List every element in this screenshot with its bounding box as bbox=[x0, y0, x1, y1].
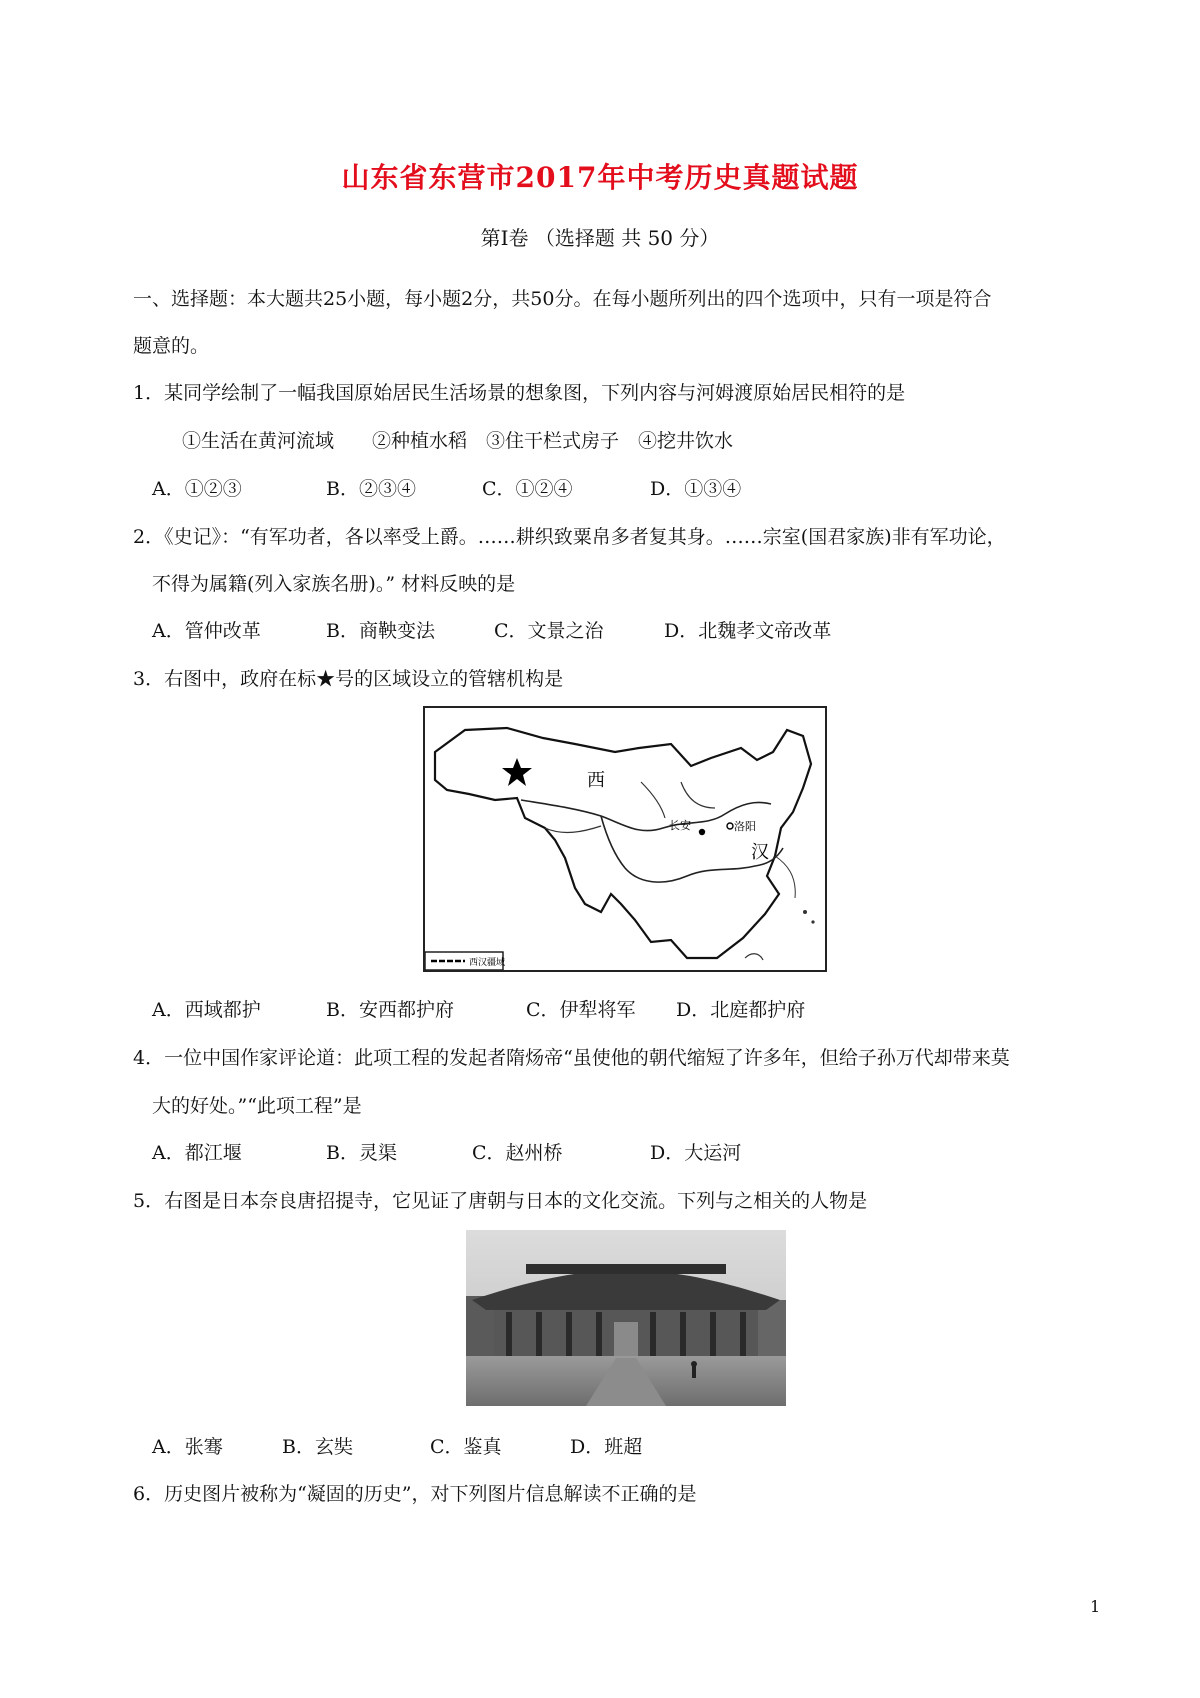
question-3-option-d: D．北庭都护府 bbox=[676, 999, 806, 1021]
section-intro: 一、选择题：本大题共25小题，每小题2分，共50分。在每小题所列出的四个选项中，只有一项是符合 bbox=[133, 288, 992, 310]
map-label-changan: 长安 bbox=[669, 819, 691, 832]
star-marker bbox=[502, 758, 532, 786]
question-2-stem-cont: 不得为属籍(列入家族名册)。” 材料反映的是 bbox=[152, 573, 516, 595]
question-3-option-c: C．伊犁将军 bbox=[526, 999, 636, 1021]
question-5-option-b: B．玄奘 bbox=[282, 1436, 353, 1458]
question-3-option-b: B．安西都护府 bbox=[326, 999, 454, 1021]
western-han-map bbox=[423, 706, 827, 972]
map-label-han: 汉 bbox=[751, 842, 769, 863]
question-4-option-b: B．灵渠 bbox=[326, 1142, 397, 1164]
page-title: 山东省东营市2017年中考历史真题试题 bbox=[341, 161, 859, 194]
map-legend: 西汉疆域 bbox=[469, 958, 506, 968]
question-4-option-a: A．都江堰 bbox=[152, 1142, 242, 1164]
question-5-option-a: A．张骞 bbox=[152, 1436, 223, 1458]
question-3-option-a: A．西域都护 bbox=[152, 999, 261, 1021]
question-5-stem: 5．右图是日本奈良唐招提寺，它见证了唐朝与日本的文化交流。下列与之相关的人物是 bbox=[133, 1190, 868, 1212]
question-1-option-b: B．②③④ bbox=[326, 478, 416, 500]
question-2-option-a: A．管仲改革 bbox=[152, 620, 261, 642]
question-2-option-d: D．北魏孝文帝改革 bbox=[664, 620, 832, 642]
question-2-stem: 2．《史记》：“有军功者，各以率受上爵。……耕织致粟帛多者复其身。……宗室(国君家族)非有军功论， bbox=[133, 526, 1006, 548]
question-1-option-a: A．①②③ bbox=[152, 478, 242, 500]
page-number: 1 bbox=[1090, 1597, 1101, 1616]
luoyang-dot bbox=[727, 823, 733, 829]
question-4-option-d: D．大运河 bbox=[650, 1142, 742, 1164]
question-4-stem-cont: 大的好处。”“此项工程”是 bbox=[152, 1095, 362, 1117]
question-1-items: ①生活在黄河流域 ②种植水稻 ③住干栏式房子 ④挖井饮水 bbox=[182, 430, 734, 452]
map-label-west: 西 bbox=[587, 770, 605, 791]
question-3-stem: 3．右图中，政府在标★号的区域设立的管辖机构是 bbox=[133, 668, 564, 690]
changan-dot bbox=[699, 829, 705, 835]
question-1-stem: 1．某同学绘制了一幅我国原始居民生活场景的想象图，下列内容与河姆渡原始居民相符的是 bbox=[133, 382, 906, 404]
toshodaiji-temple-photo bbox=[466, 1230, 786, 1406]
question-1-option-c: C．①②④ bbox=[482, 478, 573, 500]
question-6-stem: 6．历史图片被称为“凝固的历史”，对下列图片信息解读不正确的是 bbox=[133, 1483, 697, 1505]
section-subtitle: 第Ⅰ卷 （选择题 共 50 分） bbox=[480, 226, 720, 250]
question-4-stem: 4．一位中国作家评论道：此项工程的发起者隋炀帝“虽使他的朝代缩短了许多年，但给子孙万代却带来莫 bbox=[133, 1047, 1010, 1069]
map-label-luoyang: 洛阳 bbox=[734, 820, 756, 833]
question-2-option-c: C．文景之治 bbox=[494, 620, 604, 642]
section-intro-cont: 题意的。 bbox=[133, 335, 210, 357]
question-5-option-d: D．班超 bbox=[570, 1436, 643, 1458]
question-5-option-c: C．鉴真 bbox=[430, 1436, 502, 1458]
question-4-option-c: C．赵州桥 bbox=[472, 1142, 563, 1164]
question-2-option-b: B．商鞅变法 bbox=[326, 620, 435, 642]
question-1-option-d: D．①③④ bbox=[650, 478, 742, 500]
